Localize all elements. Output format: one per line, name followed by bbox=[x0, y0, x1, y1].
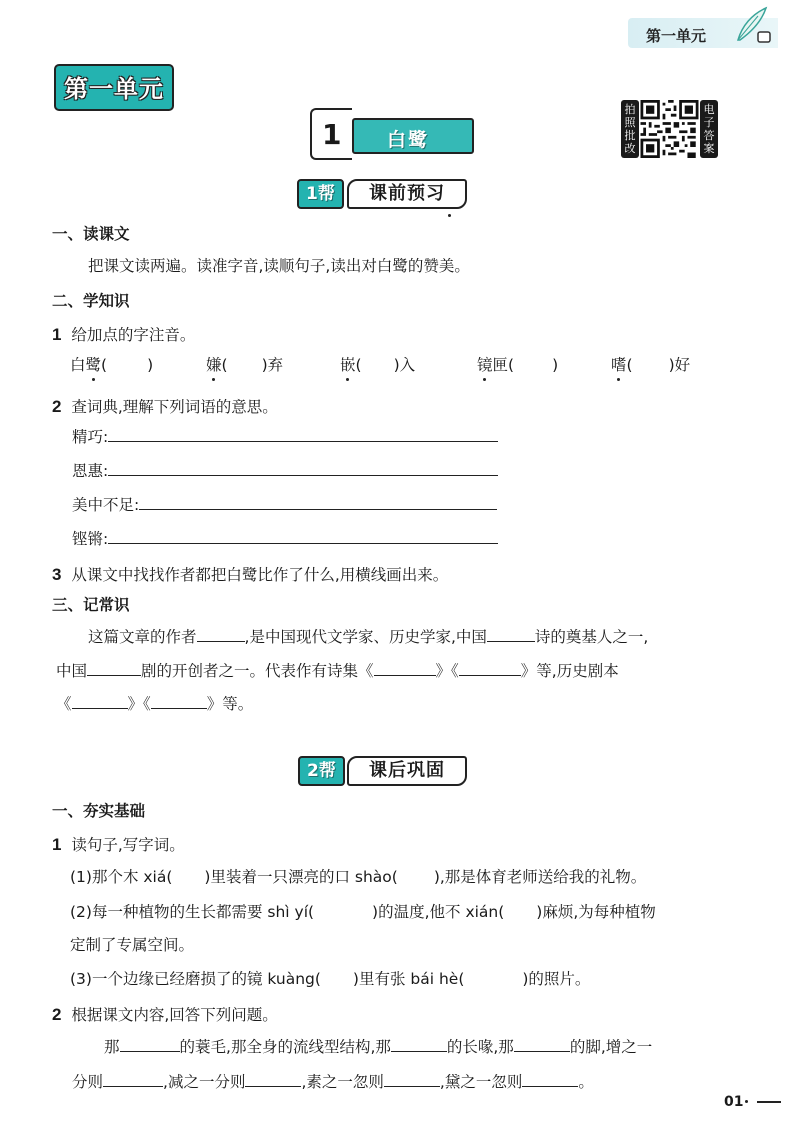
dotted-char: 嫌 bbox=[206, 356, 222, 374]
dotted-char: 鹭 bbox=[85, 356, 102, 374]
answer-blank[interactable] bbox=[384, 1086, 440, 1087]
common-sense-line-1: 这篇文章的作者 ,是中国现代文学家、历史学家,中国 诗的奠基人之一, bbox=[88, 628, 649, 646]
qr-right-label-box bbox=[700, 100, 718, 158]
answer-blank[interactable] bbox=[103, 1086, 163, 1087]
question-2 bbox=[52, 398, 278, 416]
question-1 bbox=[52, 326, 195, 344]
answer-blank[interactable] bbox=[197, 641, 245, 642]
answer-blank[interactable] bbox=[87, 675, 141, 676]
section-badge-1: 1帮 bbox=[297, 179, 344, 209]
question-number: 1 bbox=[52, 835, 62, 854]
answer-blank[interactable] bbox=[245, 1086, 301, 1087]
qr-left-label-box bbox=[621, 100, 639, 158]
answer-blank[interactable] bbox=[459, 675, 521, 676]
answer-blank[interactable] bbox=[522, 1086, 578, 1087]
term-row bbox=[72, 430, 498, 446]
answer-line-1: 那 的蓑毛,那全身的流线型结构,那 的长喙,那 的脚,增之一 bbox=[104, 1038, 653, 1056]
answer-line-2: 分则 ,减之一分则 ,素之一忽则 ,黛之一忽则 。 bbox=[72, 1073, 594, 1091]
question-1b bbox=[52, 836, 185, 854]
page-dot bbox=[745, 1100, 748, 1103]
lesson-number: 1 bbox=[322, 118, 342, 151]
question-number: 1 bbox=[52, 325, 62, 344]
question-prompt: 查词典,理解下列词语的意思。 bbox=[71, 398, 278, 416]
answer-blank[interactable] bbox=[487, 641, 535, 642]
pinyin-item: 白鹭( ) bbox=[70, 356, 154, 374]
feather-pen-icon bbox=[728, 6, 776, 46]
common-sense-line-2: 中国 剧的开创者之一。代表作有诗集《 》《 》等,历史剧本 bbox=[56, 662, 619, 680]
term-row bbox=[72, 464, 498, 480]
answer-blank[interactable] bbox=[374, 675, 436, 676]
answer-line[interactable] bbox=[108, 475, 498, 476]
dotted-char: 嵌 bbox=[340, 356, 356, 374]
unit-header-tab bbox=[628, 18, 778, 48]
section-badge-2: 2帮 bbox=[298, 756, 345, 786]
section-title-1: 课前预习 bbox=[347, 179, 467, 209]
question-3 bbox=[52, 566, 448, 584]
page-divider bbox=[757, 1101, 781, 1103]
pinyin-item: 镜匣( ) bbox=[477, 356, 559, 374]
term-row bbox=[72, 532, 498, 548]
answer-blank[interactable] bbox=[391, 1051, 447, 1052]
question-prompt: 从课文中找找作者都把白鹭比作了什么,用横线画出来。 bbox=[71, 566, 449, 584]
unit-tab-label: 第一单元 bbox=[646, 27, 707, 45]
lesson-title-box bbox=[352, 118, 474, 154]
answer-blank[interactable] bbox=[72, 708, 128, 709]
part-heading-read: 一、读课文 bbox=[52, 225, 130, 243]
qr-code-icon[interactable] bbox=[640, 100, 699, 158]
qr-right-label: 电子答案 bbox=[703, 103, 715, 155]
pinyin-item: 嵌( )入 bbox=[340, 356, 416, 374]
page-number: 01 bbox=[724, 1094, 744, 1110]
lesson-title: 白鹭 bbox=[387, 129, 430, 151]
unit-title: 第一单元 bbox=[54, 64, 174, 111]
question-2b bbox=[52, 1006, 278, 1024]
term-row bbox=[72, 498, 497, 514]
qr-left-label: 拍照批改 bbox=[624, 103, 636, 155]
answer-line[interactable] bbox=[108, 543, 498, 544]
question-number: 3 bbox=[52, 565, 62, 584]
question-number: 2 bbox=[52, 397, 62, 416]
question-prompt: 给加点的字注音。 bbox=[71, 326, 196, 344]
dotted-char: 镜 bbox=[477, 356, 493, 374]
term-label: 铿锵: bbox=[72, 530, 109, 548]
term-label: 恩惠: bbox=[72, 462, 109, 480]
term-label: 精巧: bbox=[72, 428, 109, 446]
question-prompt: 根据课文内容,回答下列问题。 bbox=[71, 1006, 278, 1024]
section-title-2: 课后巩固 bbox=[347, 756, 467, 786]
sentence-1: (1)那个木 xiá( )里装着一只漂亮的口 shào( ),那是体育老师送给我的礼物。 bbox=[70, 868, 647, 886]
part-heading-basics: 一、夯实基础 bbox=[52, 802, 146, 820]
stray-dot bbox=[448, 214, 451, 217]
answer-line[interactable] bbox=[108, 441, 498, 442]
pinyin-item: 嫌( )弃 bbox=[206, 356, 284, 374]
part-heading-common-sense: 三、记常识 bbox=[52, 596, 130, 614]
pinyin-item: 嗜( )好 bbox=[611, 356, 691, 374]
answer-blank[interactable] bbox=[120, 1051, 180, 1052]
sentence-2-cont: 定制了专属空间。 bbox=[70, 936, 195, 954]
sentence-3: (3)一个边缘已经磨损了的镜 kuàng( )里有张 bái hè( )的照片。 bbox=[70, 970, 591, 988]
sentence-2: (2)每一种植物的生长都需要 shì yí( )的温度,他不 xián( )麻烦,为每种植物 bbox=[70, 903, 656, 921]
read-instruction: 把课文读两遍。读准字音,读顺句子,读出对白鹭的赞美。 bbox=[88, 257, 470, 275]
question-number: 2 bbox=[52, 1005, 62, 1024]
dotted-char: 嗜 bbox=[611, 356, 627, 374]
answer-blank[interactable] bbox=[514, 1051, 570, 1052]
answer-blank[interactable] bbox=[151, 708, 207, 709]
term-label: 美中不足: bbox=[72, 496, 140, 514]
question-prompt: 读句子,写字词。 bbox=[71, 836, 185, 854]
lesson-number-box bbox=[310, 108, 352, 160]
answer-line[interactable] bbox=[139, 509, 497, 510]
common-sense-line-3: 《 》《 》等。 bbox=[56, 695, 254, 713]
part-heading-knowledge: 二、学知识 bbox=[52, 292, 130, 310]
